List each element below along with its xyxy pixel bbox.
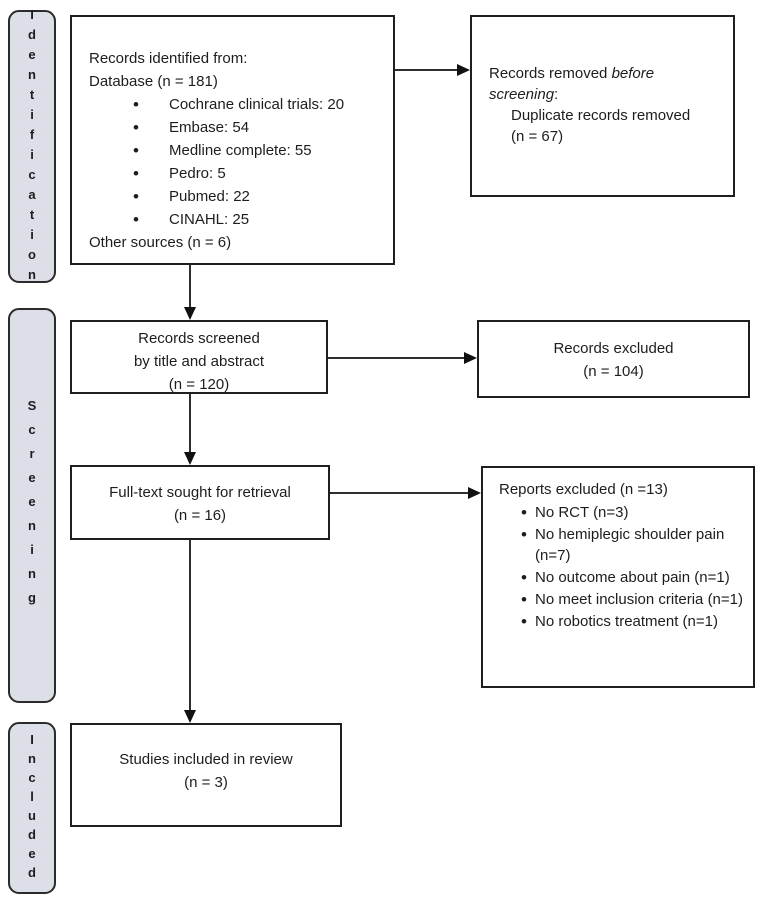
reason-item: • No RCT (n=3) (499, 502, 747, 523)
arrowhead-down-icon (184, 307, 196, 320)
records-removed-detail: Duplicate records removed (511, 107, 691, 124)
studies-included-line2: (n = 3) (184, 774, 228, 791)
box-records-identified (70, 15, 395, 265)
records-screened-line3: (n = 120) (168, 376, 230, 393)
studies-included-line1: Studies included in review (119, 751, 293, 768)
arrowhead-right-icon (457, 64, 470, 76)
arrowhead-right-icon (464, 352, 477, 364)
stage-identification-label: Identification (24, 6, 40, 287)
records-removed-italic1: before (611, 65, 655, 82)
arrowhead-down-icon (184, 710, 196, 723)
exclusion-reason-list (499, 502, 747, 632)
records-screened-line1: Records screened (138, 330, 260, 347)
box-records-screened (70, 320, 328, 394)
arrowhead-down-icon (184, 452, 196, 465)
records-removed-prefix: Records removed (489, 65, 612, 82)
records-excluded-line2: (n = 104) (583, 363, 644, 380)
reason-item: • No outcome about pain (n=1) (499, 567, 747, 588)
records-removed-italic2: screening (489, 86, 555, 103)
fulltext-line1: Full-text sought for retrieval (109, 484, 291, 501)
arrow-line (330, 492, 470, 494)
source-item: • Pedro: 5 (89, 162, 383, 185)
arrow-line (189, 265, 191, 309)
records-removed-count: (n = 67) (511, 128, 564, 145)
stage-screening (8, 308, 56, 703)
box-records-removed (470, 15, 735, 197)
arrow-line (189, 540, 191, 712)
source-item: • Cochrane clinical trials: 20 (89, 93, 383, 116)
records-screened-line2: by title and abstract (133, 353, 265, 370)
arrow-line (328, 357, 466, 359)
records-removed-colon: : (554, 86, 559, 103)
box-records-excluded (477, 320, 750, 398)
records-removed-title (489, 63, 725, 105)
records-identified-line2: Database (n = 181) (89, 73, 218, 90)
box-studies-included (70, 723, 342, 827)
source-item: • Pubmed: 22 (89, 185, 383, 208)
box-reports-excluded (481, 466, 755, 688)
stage-included-label: Included (24, 732, 40, 884)
source-item: • Medline complete: 55 (89, 139, 383, 162)
arrow-line (189, 394, 191, 454)
source-item: • CINAHL: 25 (89, 208, 383, 231)
stage-included (8, 722, 56, 894)
reports-excluded-title: Reports excluded (n =13) (499, 481, 668, 498)
reason-item: • No robotics treatment (n=1) (499, 611, 747, 632)
reason-item: • No hemiplegic shoulder pain (n=7) (499, 524, 747, 566)
stage-identification (8, 6, 56, 287)
source-item: • Embase: 54 (89, 116, 383, 139)
box-fulltext-sought (70, 465, 330, 540)
records-identified-footer: Other sources (n = 6) (89, 234, 232, 251)
records-identified-line1: Records identified from: (89, 50, 248, 67)
stage-screening-label: Screening (24, 397, 40, 614)
arrowhead-right-icon (468, 487, 481, 499)
fulltext-line2: (n = 16) (173, 507, 227, 524)
reason-item: • No meet inclusion criteria (n=1) (499, 589, 747, 610)
database-source-list (89, 93, 383, 231)
records-excluded-line1: Records excluded (553, 340, 674, 357)
arrow-line (395, 69, 459, 71)
